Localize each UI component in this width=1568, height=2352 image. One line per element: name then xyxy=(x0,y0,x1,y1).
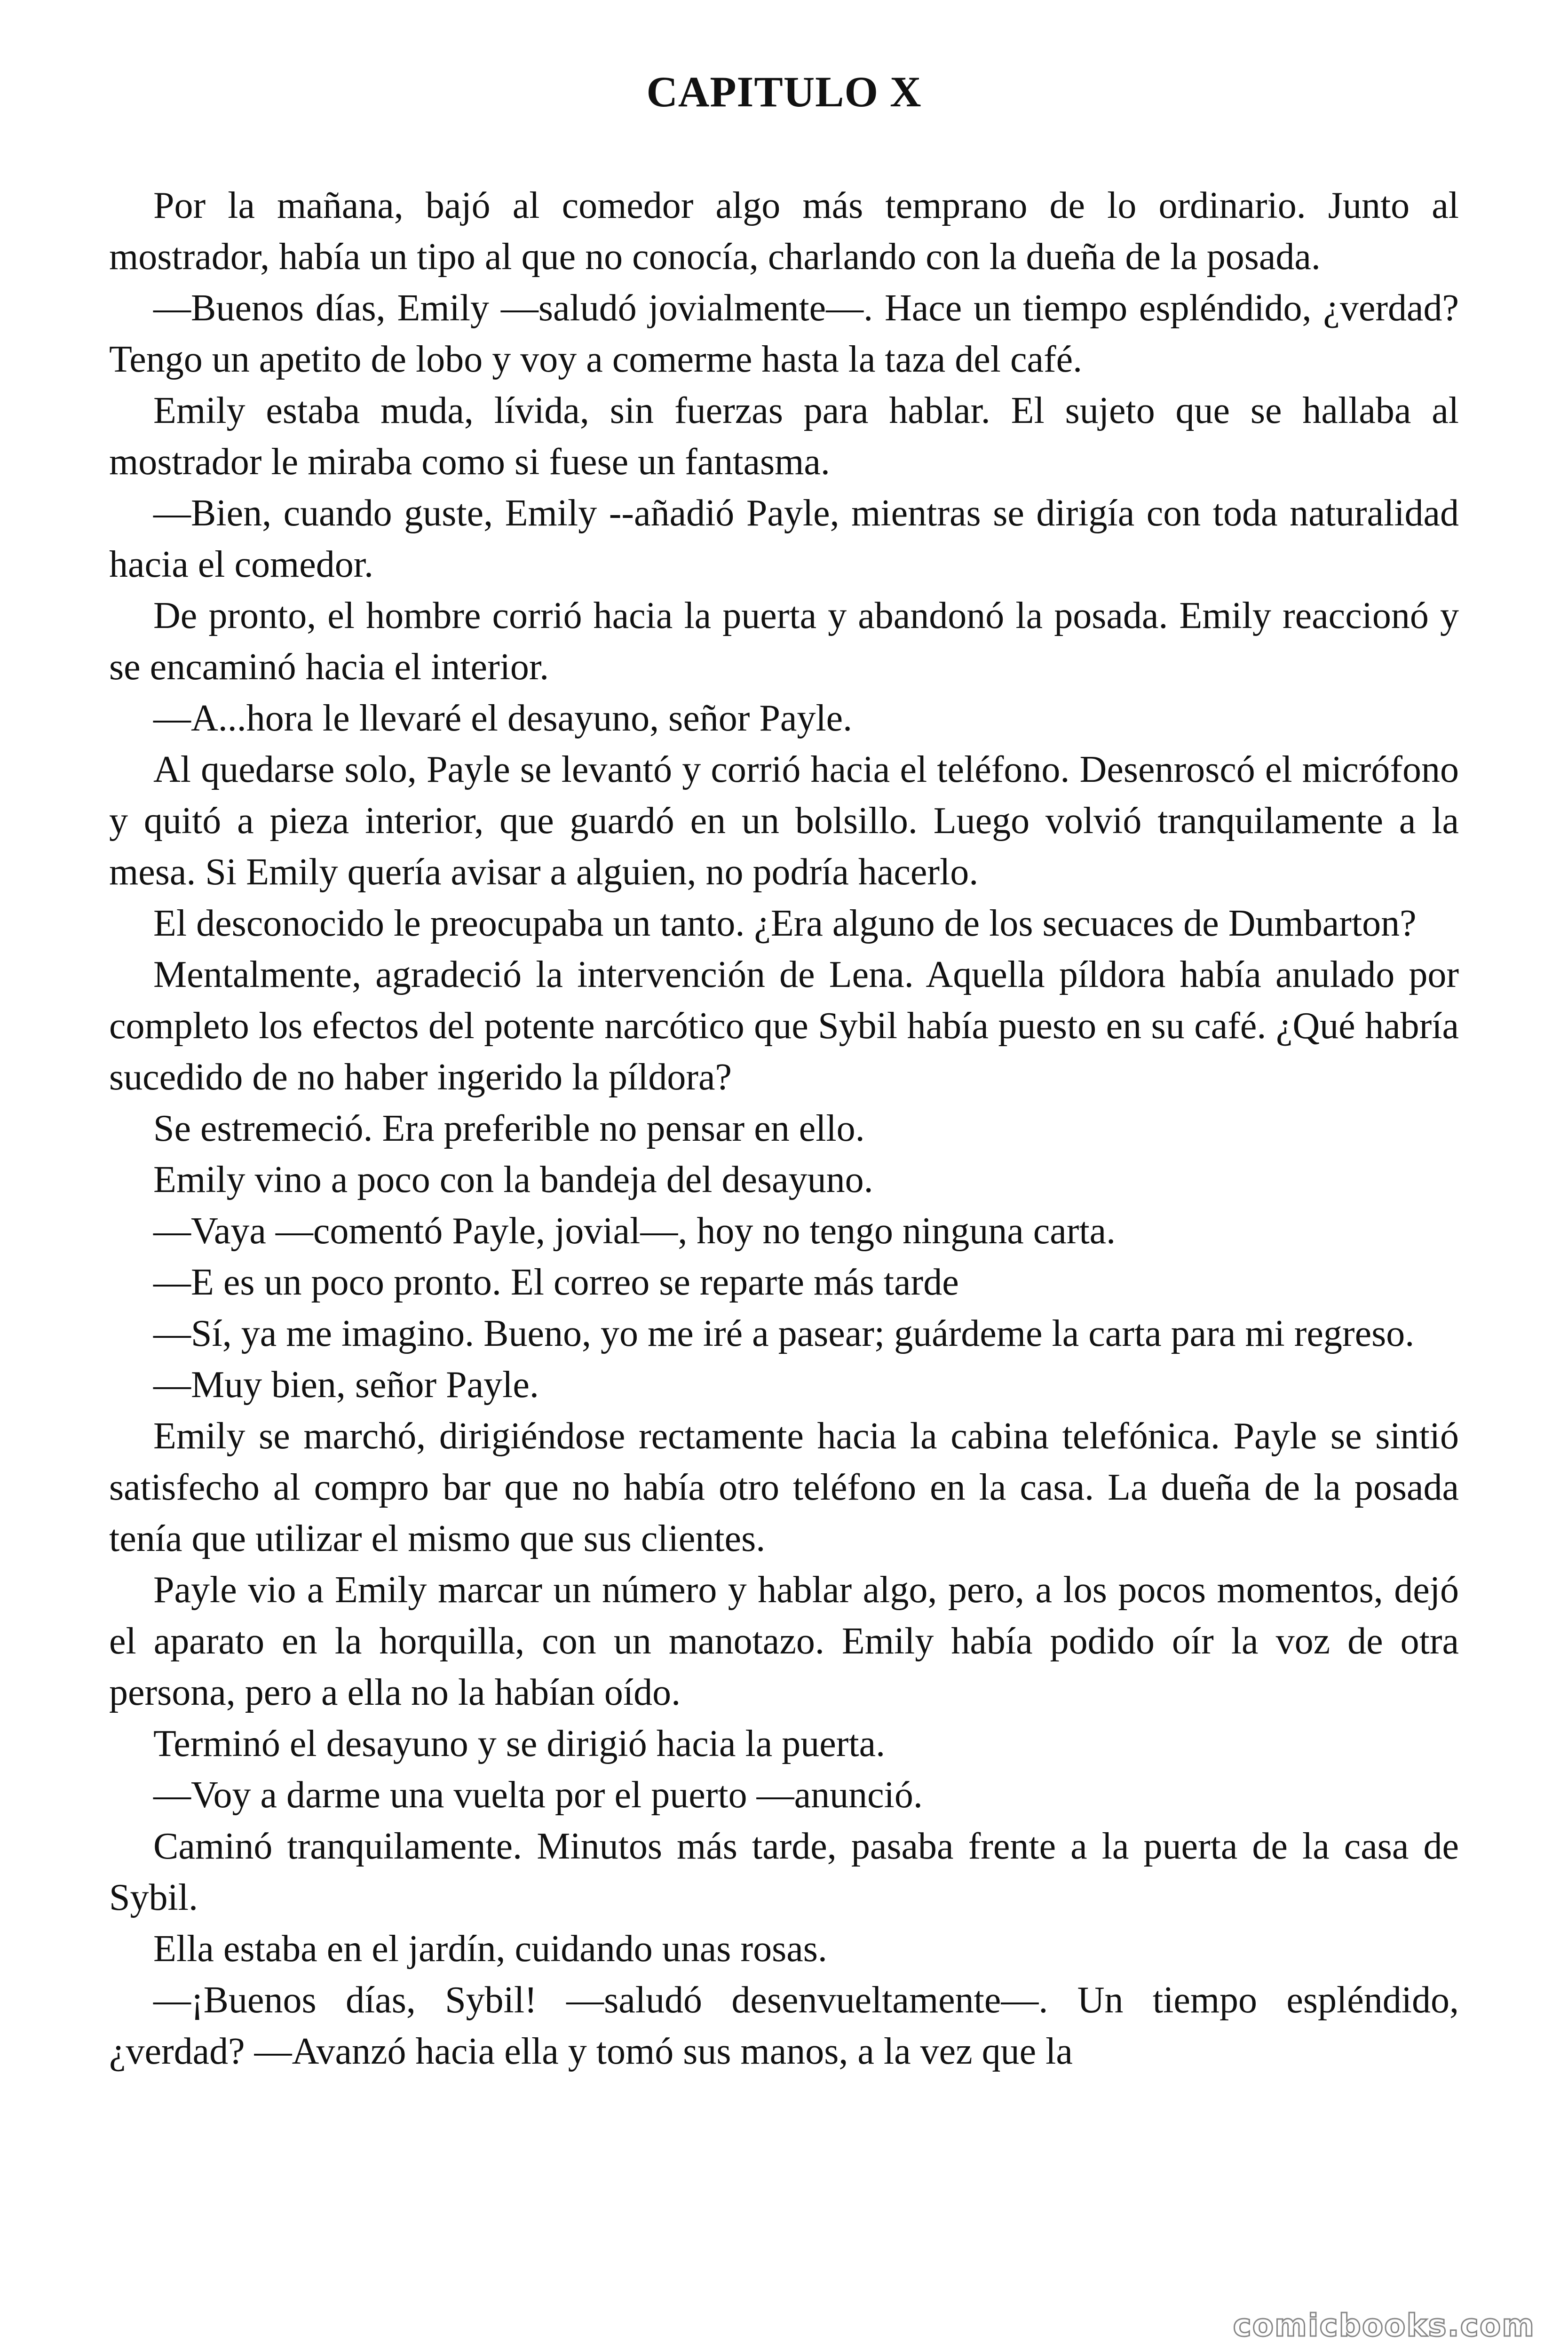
paragraph: Emily vino a poco con la bandeja del desayuno. xyxy=(153,1159,873,1200)
paragraph: Ella estaba en el jardín, cuidando unas rosas. xyxy=(153,1928,827,1970)
paragraph: El desconocido le preocupaba un tanto. ¿Era alguno de los secuaces de Dumbarton? xyxy=(153,903,1417,944)
paragraph: —Vaya —comentó Payle, jovial—, hoy no tengo ninguna carta. xyxy=(153,1210,1116,1252)
watermark-logo: comicbooks.com xyxy=(1233,2307,1535,2344)
paragraph: Payle vio a Emily marcar un número y hablar algo, pero, a los pocos momentos, dejó el aparato en la horquilla, con un manotazo. Emily había podido oír la voz de otra persona, pero a ella no la habían oído. xyxy=(109,1569,1459,1713)
paragraph: —Sí, ya me imagino. Bueno, yo me iré a pasear; guárdeme la carta para mi regreso. xyxy=(153,1313,1415,1354)
paragraph: Al quedarse solo, Payle se levantó y corrió hacia el teléfono. Desenroscó el micrófono y quitó a pieza interior, que guardó en un bolsillo. Luego volvió tranquilamente a la mesa. Si Emily quería avisar a alguien, no podría hacerlo. xyxy=(109,749,1459,893)
paragraph: —Voy a darme una vuelta por el puerto —anunció. xyxy=(153,1774,923,1816)
paragraph: Se estremeció. Era preferible no pensar en ello. xyxy=(153,1108,865,1149)
paragraph: Caminó tranquilamente. Minutos más tarde, pasaba frente a la puerta de la casa de Sybil. xyxy=(109,1826,1459,1918)
paragraph: Mentalmente, agradeció la intervención de Lena. Aquella píldora había anulado por completo los efectos del potente narcótico que Sybil había puesto en su café. ¿Qué habría sucedido de no haber ingerido la píldora? xyxy=(109,954,1459,1098)
paragraph: —A...hora le llevaré el desayuno, señor Payle. xyxy=(153,698,853,739)
paragraph: —Buenos días, Emily —saludó jovialmente—. Hace un tiempo espléndido, ¿verdad? Tengo un apetito de lobo y voy a comerme hasta la taza del café. xyxy=(109,287,1459,380)
paragraph: —¡Buenos días, Sybil! —saludó desenvueltamente—. Un tiempo espléndido, ¿verdad? —Avanzó hacia ella y tomó sus manos, a la vez que la xyxy=(109,1979,1459,2072)
paragraph: Por la mañana, bajó al comedor algo más temprano de lo ordinario. Junto al mostrador, había un tipo al que no conocía, charlando con la dueña de la posada. xyxy=(109,185,1459,278)
chapter-body xyxy=(109,180,1459,2077)
paragraph: De pronto, el hombre corrió hacia la puerta y abandonó la posada. Emily reaccionó y se encaminó hacia el interior. xyxy=(109,595,1459,688)
paragraph: Emily se marchó, dirigiéndose rectamente hacia la cabina telefónica. Payle se sintió satisfecho al compro bar que no había otro teléfono en la casa. La dueña de la posada tenía que utilizar el mismo que sus clientes. xyxy=(109,1415,1459,1559)
paragraph: —Bien, cuando guste, Emily --añadió Payle, mientras se dirigía con toda naturalidad hacia el comedor. xyxy=(109,493,1459,585)
paragraph: —E es un poco pronto. El correo se reparte más tarde xyxy=(153,1262,959,1303)
chapter-title: CAPITULO X xyxy=(646,68,922,116)
paragraph: Terminó el desayuno y se dirigió hacia la puerta. xyxy=(153,1723,886,1764)
paragraph: Emily estaba muda, lívida, sin fuerzas para hablar. El sujeto que se hallaba al mostrador le miraba como si fuese un fantasma. xyxy=(109,390,1459,483)
paragraph: —Muy bien, señor Payle. xyxy=(153,1364,539,1406)
